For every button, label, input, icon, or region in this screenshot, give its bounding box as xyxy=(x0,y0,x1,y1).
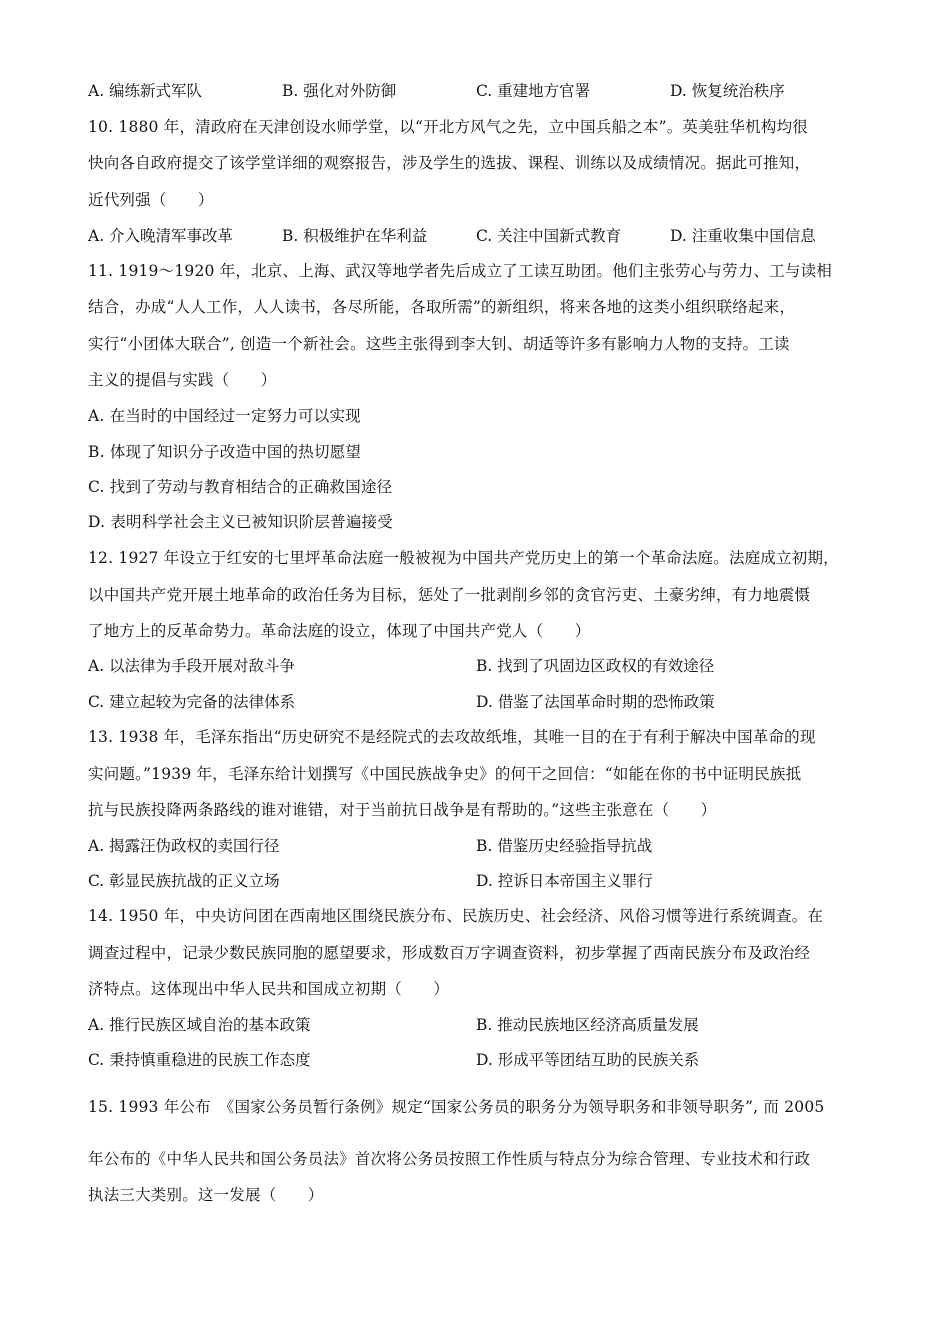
option-a: A. 在当时的中国经过一定努力可以实现 xyxy=(88,407,361,425)
question-13-stem-line: 13. 1938 年，毛泽东指出“历史研究不是经院式的去攻故纸堆，其唯一目的在于有利于解决中国革命的现 xyxy=(88,728,816,746)
option-c: C. 重建地方官署 xyxy=(476,82,591,100)
option-c: C. 秉持慎重稳进的民族工作态度 xyxy=(88,1051,311,1069)
option-a: A. 编练新式军队 xyxy=(88,82,203,100)
option-b: B. 借鉴历史经验指导抗战 xyxy=(476,837,653,855)
question-13-stem-line: 抗与民族投降两条路线的谁对谁错，对于当前抗日战争是有帮助的。”这些主张意在（ ） xyxy=(88,801,717,819)
question-10-stem-line: 近代列强（ ） xyxy=(88,191,214,209)
question-12-stem-line: 以中国共产党开展土地革命的政治任务为目标，惩处了一批剥削乡邻的贪官污吏、土豪劣绅，有力地震慑 xyxy=(88,586,811,604)
question-11-stem-line: 主义的提倡与实践（ ） xyxy=(88,371,277,389)
option-a: A. 以法律为手段开展对敌斗争 xyxy=(88,657,296,675)
option-d: D. 控诉日本帝国主义罪行 xyxy=(476,872,653,890)
option-c: C. 找到了劳动与教育相结合的正确救国途径 xyxy=(88,478,393,496)
option-d: D. 恢复统治秩序 xyxy=(670,82,785,100)
question-12-stem-line: 了地方上的反革命势力。革命法庭的设立，体现了中国共产党人（ ） xyxy=(88,622,591,640)
question-10-stem-line: 10. 1880 年，清政府在天津创设水师学堂，以“开北方风气之先，立中国兵船之本”。英美驻华机构均很 xyxy=(88,118,809,136)
question-15-stem-line: 15. 1993 年公布 《国家公务员暂行条例》规定“国家公务员的职务分为领导职务和非领导职务”, 而 2005 xyxy=(88,1098,825,1116)
question-11-stem-line: 实行“小团体大联合”, 创造一个新社会。这些主张得到李大钊、胡适等许多有影响力人物的支持。工读 xyxy=(88,335,790,353)
question-15-stem-line: 年公布的《中华人民共和国公务员法》首次将公务员按照工作性质与特点分为综合管理、专业技术和行政 xyxy=(88,1150,811,1168)
question-11-stem-line: 结合，办成“人人工作，人人读书，各尽所能，各取所需”的新组织，将来各地的这类小组织联络起来， xyxy=(88,298,796,316)
option-d: D. 表明科学社会主义已被知识阶层普遍接受 xyxy=(88,513,393,531)
question-10-stem-line: 快向各自政府提交了该学堂详细的观察报告，涉及学生的选拔、课程、训练以及成绩情况。据此可推知， xyxy=(88,154,811,172)
option-b: B. 体现了知识分子改造中国的热切愿望 xyxy=(88,443,362,461)
option-c: C. 关注中国新式教育 xyxy=(476,227,622,245)
option-b: B. 找到了巩固边区政权的有效途径 xyxy=(476,657,715,675)
question-13-stem-line: 实问题。”1939 年，毛泽东给计划撰写《中国民族战争史》的何干之回信：“如能在你的书中证明民族抵 xyxy=(88,765,802,783)
option-b: B. 推动民族地区经济高质量发展 xyxy=(476,1016,699,1034)
option-a: A. 揭露汪伪政权的卖国行径 xyxy=(88,837,280,855)
option-b: B. 强化对外防御 xyxy=(282,82,397,100)
question-11-stem-line: 11. 1919～1920 年，北京、上海、武汉等地学者先后成立了工读互助团。他们主张劳心与劳力、工与读相 xyxy=(88,262,832,280)
option-d: D. 注重收集中国信息 xyxy=(670,227,816,245)
option-a: A. 介入晚清军事改革 xyxy=(88,227,234,245)
question-15-stem-line: 执法三大类别。这一发展（ ） xyxy=(88,1186,324,1204)
option-b: B. 积极维护在华利益 xyxy=(282,227,428,245)
option-c: C. 建立起较为完备的法律体系 xyxy=(88,693,296,711)
question-14-stem-line: 14. 1950 年，中央访问团在西南地区围绕民族分布、民族历史、社会经济、风俗习惯等进行系统调查。在 xyxy=(88,907,824,925)
question-12-stem-line: 12. 1927 年设立于红安的七里坪革命法庭一般被视为中国共产党历史上的第一个革命法庭。法庭成立初期， xyxy=(88,549,839,567)
question-14-stem-line: 济特点。这体现出中华人民共和国成立初期（ ） xyxy=(88,980,450,998)
question-14-stem-line: 调查过程中，记录少数民族同胞的愿望要求，形成数百万字调查资料，初步掌握了西南民族分布及政治经 xyxy=(88,944,811,962)
option-a: A. 推行民族区域自治的基本政策 xyxy=(88,1016,311,1034)
option-d: D. 借鉴了法国革命时期的恐怖政策 xyxy=(476,693,715,711)
option-c: C. 彰显民族抗战的正义立场 xyxy=(88,872,280,890)
option-d: D. 形成平等团结互助的民族关系 xyxy=(476,1051,700,1069)
